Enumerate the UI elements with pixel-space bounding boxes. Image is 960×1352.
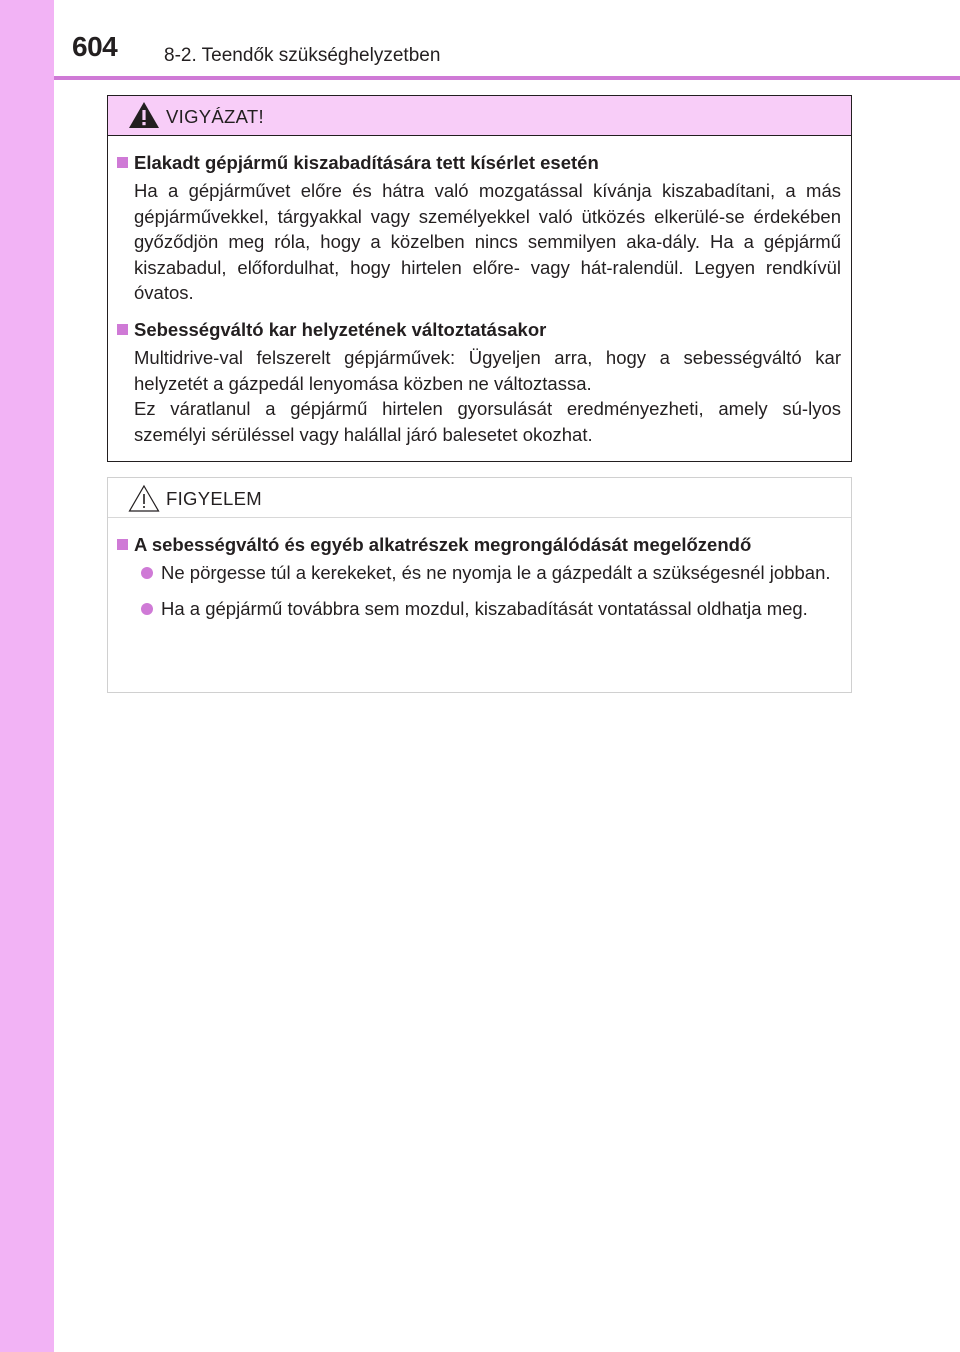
notice-header — [108, 478, 851, 518]
caution-paragraph: Multidrive-val felszerelt gépjárművek: Ügyeljen arra, hogy a sebességváltó kar helyzetét a gázpedál lenyomása közben ne változtassa. — [134, 346, 841, 394]
chapter-side-bar — [0, 0, 54, 1352]
warning-triangle-outline-icon — [128, 484, 160, 512]
caution-body — [108, 136, 851, 447]
caution-item-heading — [117, 317, 841, 343]
notice-box — [107, 477, 852, 693]
notice-heading — [117, 532, 841, 558]
square-bullet-icon — [117, 539, 128, 550]
notice-label: FIGYELEM — [166, 488, 262, 509]
caution-box — [107, 95, 852, 462]
list-item-text: Ne pörgesse túl a kerekeket, és ne nyomja le a gázpedált a szükségesnél jobban. — [161, 562, 831, 583]
caution-paragraph: Ez váratlanul a gépjármű hirtelen gyorsulását eredményezheti, amely sú-lyos személyi sérüléssel vagy halállal járó balesetet okozhat. — [134, 398, 841, 445]
caution-item-heading-text: Elakadt gépjármű kiszabadítására tett kísérlet esetén — [134, 152, 599, 173]
notice-body — [108, 518, 851, 621]
section-title: 8-2. Teendők szükséghelyzetben — [164, 45, 441, 66]
list-item — [117, 560, 841, 586]
list-item — [117, 596, 841, 622]
warning-triangle-filled-icon — [128, 101, 160, 129]
list-item-text: Ha a gépjármű továbbra sem mozdul, kiszabadítását vontatással oldhatja meg. — [161, 597, 808, 619]
square-bullet-icon — [117, 157, 128, 168]
caution-paragraph: Ha a gépjárművet előre és hátra való mozgatással kívánja kiszabadítani, a más gépjárművekkel, tárgyakkal vagy személyekkel való ütközés elkerülé-se érdekében győződjön meg róla, hogy a közelben nincs semmilyen aka-dály. Ha a gépjármű kiszabadul, előfordulhat, hogy hirtelen előre- vagy hát-ralendül. Legyen rendkívül óvatos. — [134, 180, 841, 304]
square-bullet-icon — [117, 324, 128, 335]
caution-item-heading — [117, 150, 841, 176]
header-divider — [54, 76, 960, 80]
round-bullet-icon — [141, 603, 153, 615]
caution-item-heading-text: Sebességváltó kar helyzetének változtatásakor — [134, 318, 547, 340]
caution-label: VIGYÁZAT! — [166, 106, 264, 127]
caution-header — [108, 96, 851, 136]
notice-heading-text: A sebességváltó és egyéb alkatrészek megrongálódását megelőzendő — [134, 534, 752, 555]
round-bullet-icon — [141, 567, 153, 579]
page-number: 604 — [72, 31, 118, 62]
